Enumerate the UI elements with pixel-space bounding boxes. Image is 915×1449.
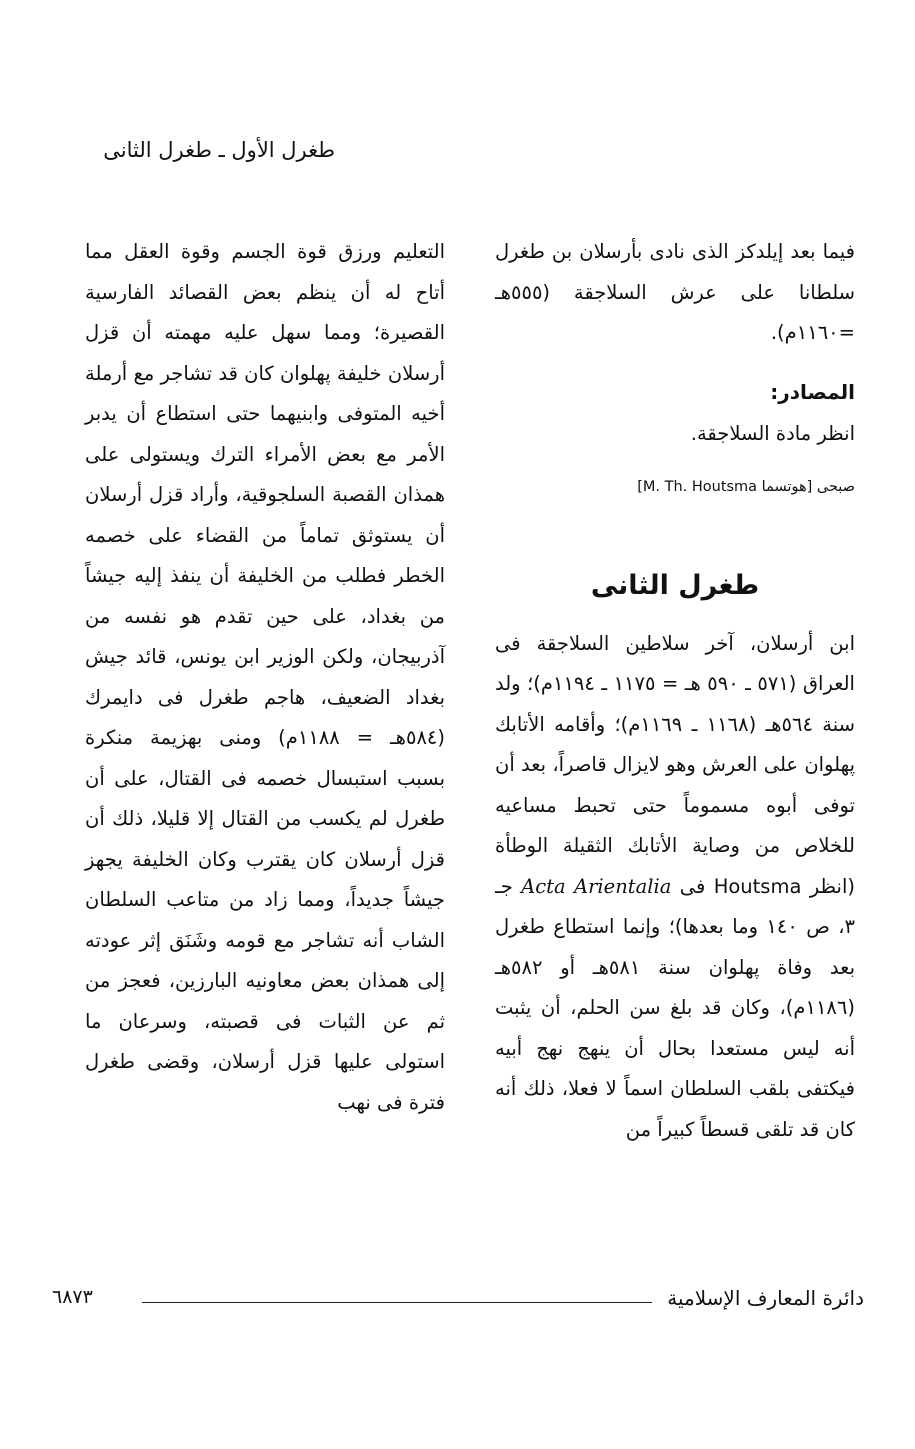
publication-title: دائرة المعارف الإسلامية (667, 1286, 864, 1310)
page-number: ٦٨٧٣ (52, 1286, 93, 1308)
entry-paragraph-end: جـ ٣، ص ١٤٠ وما بعدها)؛ وإنما استطاع طغرل بعد وفاة پهلوان سنة ٥٨١هـ أو ٥٨٢هـ (١١٨٦م)، وكان قد بلغ سن الحلم، أن يثبت أنه ليس مستعدا بحال أن ينهج نهج أبيه فيكتفى بلقب السلطان اسماً لا فعلا، ذلك أنه كان قد تلقى قسطاً كبيراً من (495, 874, 855, 1141)
sources-heading: المصادر: (770, 379, 855, 404)
author-signature: صبحى [هوتسما M. Th. Houtsma] (637, 478, 855, 495)
sources-text: انظر مادة السلاجقة. (690, 421, 855, 445)
entry-paragraph (495, 624, 855, 1151)
journal-name-part-1: Acta (521, 874, 566, 898)
running-header: طغرل الأول ـ طغرل الثانى (103, 138, 335, 162)
right-column (495, 232, 855, 1150)
continuation-paragraph: التعليم ورزق قوة الجسم وقوة العقل مما أتاح له أن ينظم بعض القصائد الفارسية القصيرة؛ ومما سهل عليه مهمته أن قزل أرسلان خليفة پهلوان كان قد تشاجر مع أرملة أخيه المتوفى وابنيهما حتى استطاع أن يدبر الأمر مع بعض الأمراء الترك ويستولى على همذان القصبة السلجوقية، وأراد قزل أرسلان أن يستوثق تماماً من القضاء على خصمه الخطر فطلب من الخليفة أن ينفذ إليه جيشاً من بغداد، على حين تقدم هو نفسه من آذربيجان، ولكن الوزير ابن يونس، قائد جيش بغداد الضعيف، هاجم طغرل فى دايمرك (٥٨٤هـ = ١١٨٨م) ومنى بهزيمة منكرة بسبب استبسال خصمه فى القتال، على أن طغرل لم يكسب من القتال إلا قليلا، ذلك أن قزل أرسلان كان يقترب وكان الخليفة يجهز جيشاً جديداً، ومما زاد من متاعب السلطان الشاب أنه تشاجر مع قومه وشَنَق إثر عودته إلى همذان بعض معاونيه البارزين، فعجز من ثم عن الثبات فى قصبته، وسرعان ما استولى عليها قزل أرسلان، وقضى طغرل فترة فى نهب (85, 240, 446, 1114)
entry-title: طغرل الثانى (590, 569, 760, 601)
page-footer (52, 1286, 864, 1316)
journal-name-part-2: Arientalia (574, 874, 672, 898)
previous-entry-ending: فيما بعد إيلدكز الذى نادى بأرسلان بن طغرل سلطانا على عرش السلاجقة (٥٥٥هـ =١١٦٠م). (495, 240, 855, 344)
footer-divider (142, 1302, 652, 1303)
left-column (85, 232, 445, 1123)
entry-paragraph-start: ابن أرسلان، آخر سلاطين السلاجقة فى العراق (٥٧١ ـ ٥٩٠ هـ = ١١٧٥ ـ ١١٩٤م)؛ ولد سنة ٥٦٤هـ (١١٦٨ ـ ١١٦٩م)؛ وأقامه الأتابك پهلوان على العرش وهو لايزال قاصراً، بعد أن توفى أبوه مسموماً حتى تحبط مساعيه للخلاص من وصاية الأتابك الثقيلة الوطأة (انظر Houtsma فى (495, 631, 855, 898)
